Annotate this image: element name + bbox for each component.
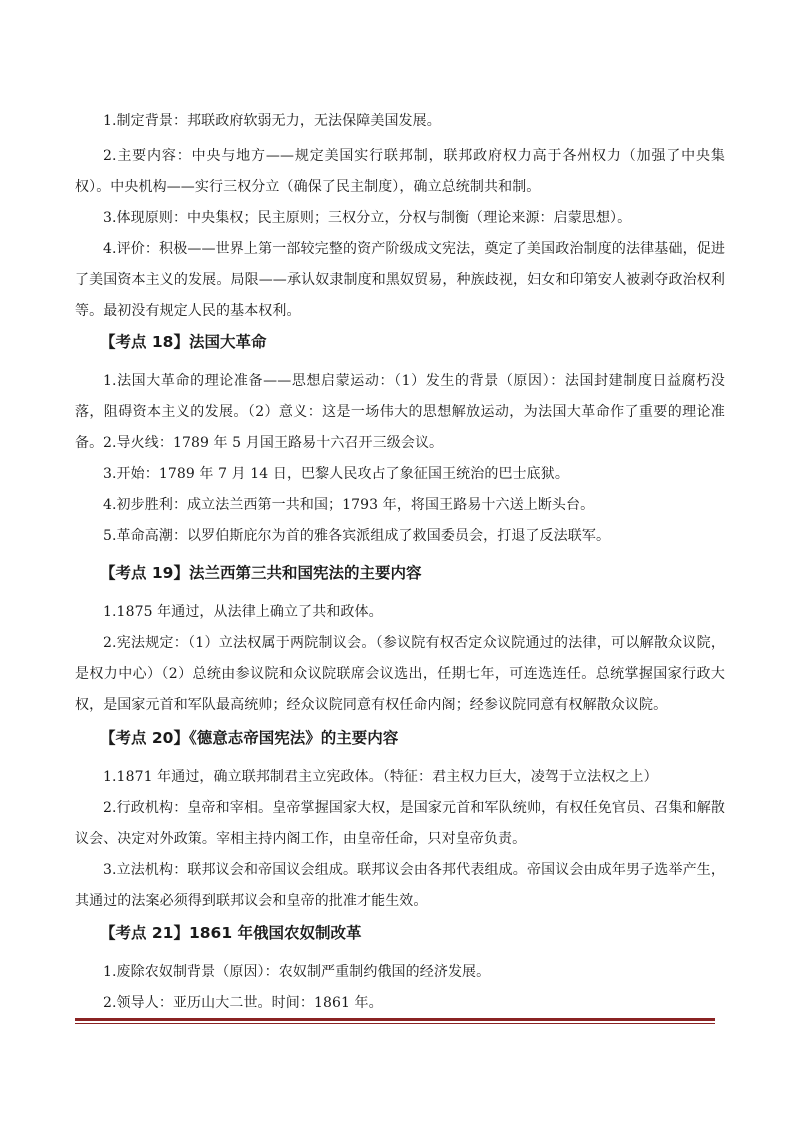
paragraph: 2.领导人：亚历山大二世。时间：1861 年。 xyxy=(103,995,383,1011)
paragraph: 2.行政机构：皇帝和宰相。皇帝掌握国家大权，是国家元首和军队统帅，有权任免官员、召集和解散议会、决定对外政策。宰相主持内阁工作，由皇帝任命，只对皇帝负责。 xyxy=(75,800,725,847)
section-heading: 【考点 20】《德意志帝国宪法》的主要内容 xyxy=(100,729,399,747)
paragraph: 2.主要内容：中央与地方——规定美国实行联邦制，联邦政府权力高于各州权力（加强了中央集权）。中央机构——实行三权分立（确保了民主制度），确立总统制共和制。 xyxy=(75,148,725,195)
footer-divider xyxy=(75,1018,715,1021)
paragraph: 4.初步胜利：成立法兰西第一共和国；1793 年，将国王路易十六送上断头台。 xyxy=(103,497,595,513)
paragraph: 1.废除农奴制背景（原因）：农奴制严重制约俄国的经济发展。 xyxy=(103,964,491,980)
section-heading: 【考点 18】法国大革命 xyxy=(100,333,267,351)
paragraph: 5.革命高潮：以罗伯斯庇尔为首的雅各宾派组成了救国委员会，打退了反法联军。 xyxy=(103,528,611,544)
section-heading: 【考点 19】法兰西第三共和国宪法的主要内容 xyxy=(100,564,422,582)
paragraph: 3.立法机构：联邦议会和帝国议会组成。联邦议会由各邦代表组成。帝国议会由成年男子选举产生，其通过的法案必须得到联邦议会和皇帝的批准才能生效。 xyxy=(75,862,725,909)
paragraph: 1.法国大革命的理论准备——思想启蒙运动：（1）发生的背景（原因）：法国封建制度日益腐朽没落，阻碍资本主义的发展。（2）意义：这是一场伟大的思想解放运动，为法国大革命作了重要的理论准备。 xyxy=(75,373,725,451)
section-heading: 【考点 21】1861 年俄国农奴制改革 xyxy=(100,924,362,942)
paragraph: 1.1875 年通过，从法律上确立了共和政体。 xyxy=(103,604,383,620)
paragraph: 2.导火线：1789 年 5 月国王路易十六召开三级会议。 xyxy=(103,435,444,451)
paragraph: 3.体现原则：中央集权；民主原则；三权分立，分权与制衡（理论来源：启蒙思想）。 xyxy=(103,210,632,226)
footer-divider-thin xyxy=(75,1023,715,1024)
paragraph: 3.开始：1789 年 7 月 14 日，巴黎人民攻占了象征国王统治的巴士底狱。 xyxy=(103,466,569,482)
paragraph: 1.制定背景：邦联政府软弱无力，无法保障美国发展。 xyxy=(103,113,441,129)
paragraph: 2.宪法规定：（1）立法权属于两院制议会。（参议院有权否定众议院通过的法律，可以解散众议院，是权力中心）（2）总统由参议院和众议院联席会议选出，任期七年，可连选连任。总统掌握国家行政大权，是国家元首和军队最高统帅；经众议院同意有权任命内阁；经参议院同意有权解散众议院。 xyxy=(75,635,725,713)
paragraph: 4.评价：积极——世界上第一部较完整的资产阶级成文宪法，奠定了美国政治制度的法律基础，促进了美国资本主义的发展。局限——承认奴隶制度和黑奴贸易，种族歧视，妇女和印第安人被剥夺政治权利等。最初没有规定人民的基本权利。 xyxy=(75,241,725,319)
paragraph: 1.1871 年通过，确立联邦制君主立宪政体。（特征：君主权力巨大，凌驾于立法权之上） xyxy=(103,769,658,785)
